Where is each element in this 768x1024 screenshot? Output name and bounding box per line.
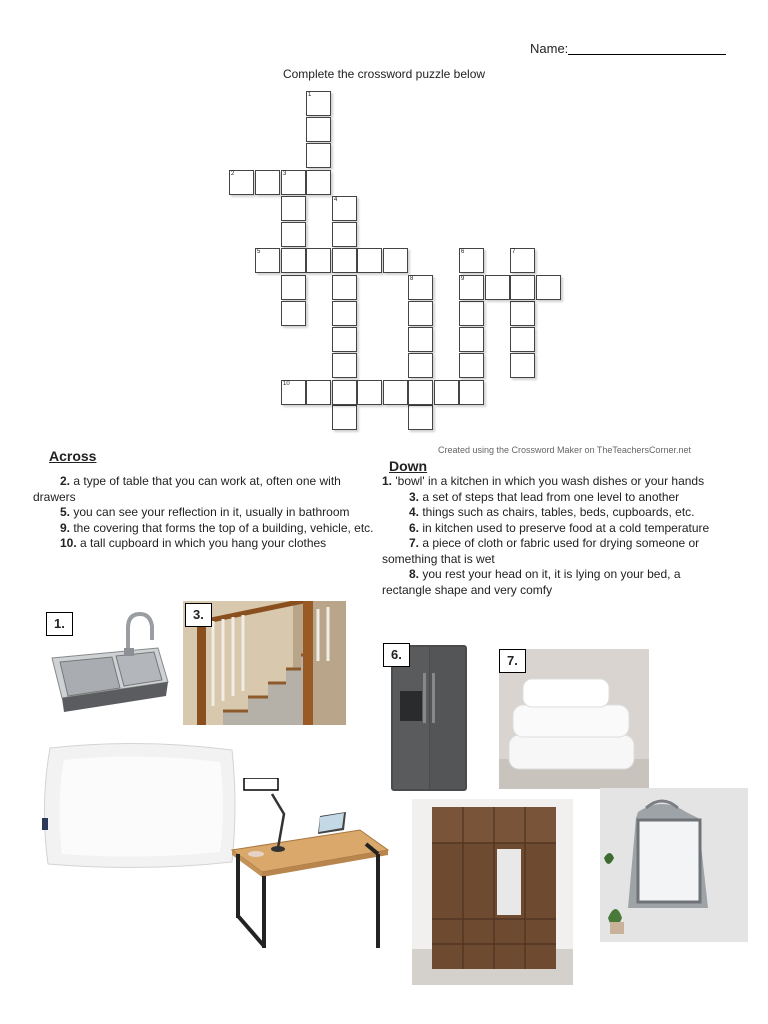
grid-cell[interactable] (408, 353, 433, 378)
grid-cell[interactable] (306, 170, 331, 195)
grid-cell[interactable] (408, 380, 433, 405)
grid-cell[interactable] (332, 222, 357, 247)
across-clue (33, 505, 378, 521)
clue-number-label: 2. (60, 474, 71, 488)
down-clue (382, 474, 722, 490)
grid-cell[interactable] (332, 248, 357, 273)
instruction-text: Complete the crossword puzzle below (282, 67, 486, 81)
clue-text: you rest your head on it, it is lying on your bed, a rectangle shape and very comfy (382, 567, 681, 597)
grid-cell[interactable] (510, 327, 535, 352)
grid-cell[interactable] (510, 275, 535, 300)
clue-number: 2 (231, 171, 235, 177)
grid-cell[interactable] (408, 327, 433, 352)
down-clue (382, 505, 722, 521)
desk-picture (228, 778, 394, 960)
grid-cell[interactable] (306, 143, 331, 168)
grid-cell[interactable] (332, 353, 357, 378)
mirror-picture (600, 788, 748, 942)
clue-number-label: 7. (409, 536, 420, 550)
clue-number: 4 (334, 197, 338, 203)
grid-cell[interactable] (459, 380, 484, 405)
grid-cell[interactable] (383, 248, 408, 273)
clue-text: a tall cupboard in which you hang your clothes (76, 536, 327, 550)
grid-cell[interactable] (459, 248, 484, 273)
grid-cell[interactable] (229, 170, 254, 195)
down-clue (382, 536, 722, 567)
grid-cell[interactable] (383, 380, 408, 405)
clue-number-label: 8. (409, 567, 420, 581)
grid-cell[interactable] (255, 170, 280, 195)
clue-number: 10 (283, 381, 290, 387)
grid-cell[interactable] (510, 248, 535, 273)
clue-number-label: 9. (60, 520, 71, 535)
down-clue-list (382, 474, 722, 598)
picture-tag-6: 6. (383, 643, 410, 667)
grid-cell[interactable] (485, 275, 510, 300)
clue-text: a type of table that you can work at, often one with drawers (33, 474, 341, 504)
grid-cell[interactable] (408, 301, 433, 326)
grid-cell[interactable] (332, 380, 357, 405)
grid-cell[interactable] (408, 275, 433, 300)
grid-cell[interactable] (357, 380, 382, 405)
grid-cell[interactable] (306, 248, 331, 273)
stairs-picture (183, 601, 346, 725)
wardrobe-image (412, 799, 573, 985)
grid-cell[interactable] (332, 327, 357, 352)
grid-cell[interactable] (357, 248, 382, 273)
name-input-line[interactable] (568, 54, 726, 55)
credit-text: Created using the Crossword Maker on TheTeachersCorner.net (438, 445, 691, 455)
grid-cell[interactable] (281, 380, 306, 405)
down-clue (382, 490, 722, 506)
name-label: Name: (530, 41, 569, 56)
sink-picture (40, 600, 180, 730)
across-clue (33, 536, 378, 552)
clue-number-label: 6. (409, 520, 420, 535)
clue-number: 6 (461, 249, 465, 255)
picture-tag-1: 1. (46, 612, 73, 636)
clue-number-label: 4. (409, 505, 420, 519)
clue-number: 5 (257, 249, 261, 255)
wardrobe-picture (412, 799, 573, 985)
across-heading: Across (49, 448, 97, 464)
grid-cell[interactable] (434, 380, 459, 405)
grid-cell[interactable] (281, 301, 306, 326)
grid-cell[interactable] (306, 380, 331, 405)
clue-number: 3 (283, 171, 287, 177)
down-heading: Down (389, 458, 428, 474)
desk-image (228, 778, 394, 960)
grid-cell[interactable] (332, 301, 357, 326)
grid-cell[interactable] (306, 117, 331, 142)
clue-number-label: 10. (60, 536, 77, 550)
grid-cell[interactable] (459, 275, 484, 300)
clue-number-label: 1. (382, 474, 393, 488)
across-clue-list (33, 474, 378, 552)
grid-cell[interactable] (281, 248, 306, 273)
grid-cell[interactable] (510, 301, 535, 326)
pillow-image (40, 740, 242, 870)
clue-text: things such as chairs, tables, beds, cupboards, etc. (419, 505, 695, 519)
grid-cell[interactable] (536, 275, 561, 300)
across-clue (33, 521, 378, 537)
clue-text: you can see your reflection in it, usually in bathroom (70, 505, 350, 519)
clue-number: 7 (512, 249, 516, 255)
picture-tag-3: 3. (185, 603, 212, 627)
clue-text: the covering that forms the top of a building, vehicle, etc. (70, 520, 374, 535)
across-clue (33, 474, 378, 505)
down-clue (382, 521, 722, 537)
down-clue (382, 567, 722, 598)
clue-number: 1 (308, 92, 312, 98)
clue-number-label: 5. (60, 505, 71, 519)
clue-text: in kitchen used to preserve food at a cold temperature (419, 520, 710, 535)
grid-cell[interactable] (332, 405, 357, 430)
grid-cell[interactable] (332, 275, 357, 300)
grid-cell[interactable] (459, 327, 484, 352)
grid-cell[interactable] (459, 353, 484, 378)
grid-cell[interactable] (459, 301, 484, 326)
grid-cell[interactable] (281, 170, 306, 195)
clue-text: a piece of cloth or fabric used for drying someone or something that is wet (382, 536, 700, 566)
grid-cell[interactable] (281, 196, 306, 221)
grid-cell[interactable] (408, 405, 433, 430)
pillow-picture (40, 740, 242, 870)
grid-cell[interactable] (332, 196, 357, 221)
mirror-image (600, 788, 748, 942)
grid-cell[interactable] (306, 91, 331, 116)
grid-cell[interactable] (510, 353, 535, 378)
towels-picture (499, 649, 649, 789)
grid-cell[interactable] (255, 248, 280, 273)
clue-text: a set of steps that lead from one level to another (419, 489, 680, 504)
clue-number: 8 (410, 276, 414, 282)
clue-text: 'bowl' in a kitchen in which you wash dishes or your hands (392, 474, 705, 488)
fridge-picture (383, 643, 471, 791)
grid-cell[interactable] (281, 222, 306, 247)
grid-cell[interactable] (281, 275, 306, 300)
clue-number: 9 (461, 276, 465, 282)
picture-tag-7: 7. (499, 649, 526, 673)
clue-number-label: 3. (409, 489, 420, 504)
